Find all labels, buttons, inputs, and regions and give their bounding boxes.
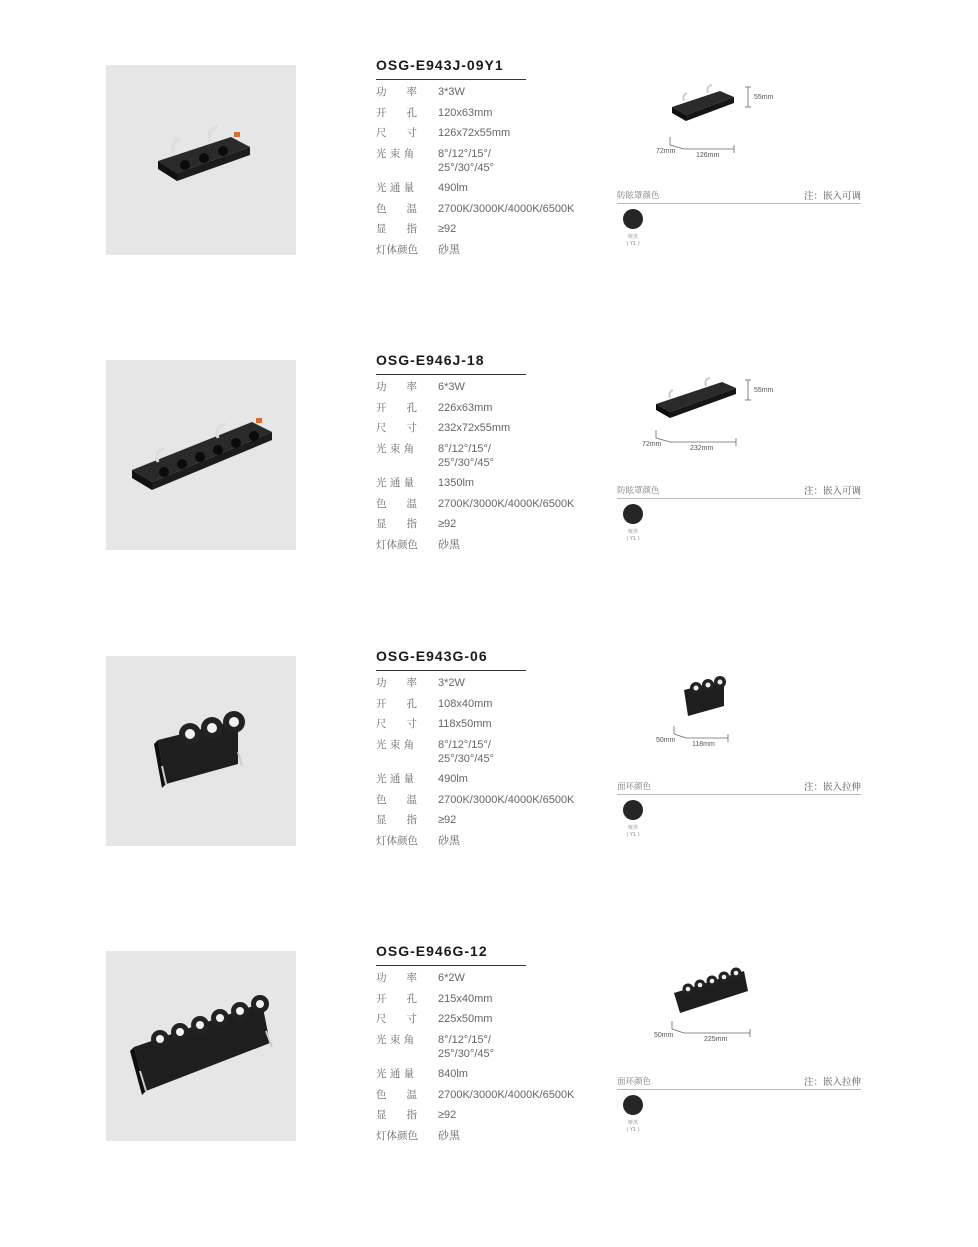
spec-label: 灯体颜色 [376,538,418,551]
spec-label: 功 率 [376,381,418,393]
spec-value-line1: 8°/12°/15°/ [438,442,491,455]
spec-label: 显 指 [376,223,418,235]
dimension-drawing-icon [620,951,860,1061]
spec-list [376,85,596,263]
dim-height: 55mm [754,94,774,101]
spec-cutout [376,401,596,415]
finish-header [617,484,861,499]
product-card [0,352,978,656]
spec-value: 840lm [438,1068,468,1080]
spec-value: 490lm [438,182,468,194]
spec-value-line1: 8°/12°/15°/ [438,1033,491,1046]
spec-beam-angle [376,442,596,470]
spec-value: 126x72x55mm [438,127,511,139]
install-note: 注：嵌入可调 [803,486,861,497]
spec-size [376,126,596,140]
finish-label: 防眩罩颜色 [617,191,660,201]
spec-lumen [376,181,596,195]
trimless-grille-light-icon [106,360,296,550]
spec-label: 开 孔 [376,697,418,710]
spec-cri [376,1108,596,1122]
spec-label: 功 率 [376,677,418,689]
dim-length: 232mm [690,445,714,452]
spec-value: 2700K/3000K/4000K/6500K [438,497,575,510]
spec-body-color [376,243,596,257]
spec-value: 2700K/3000K/4000K/6500K [438,202,575,215]
product-card [0,57,978,361]
swatch-name: 哑黑 [627,529,638,535]
finish-header [617,1075,861,1090]
spec-label: 尺 寸 [376,1013,418,1025]
product-photo [106,360,296,550]
spec-label: 光 通 量 [376,477,415,489]
spec-label: 光 束 角 [376,442,415,455]
spec-label: 色 温 [376,793,418,806]
spec-value: ≥92 [438,223,457,235]
dim-length: 126mm [696,152,720,159]
dimension-drawing-icon [620,360,860,470]
dim-length: 118mm [692,741,715,748]
spec-value [438,738,494,766]
spec-value: 120x63mm [438,106,493,119]
model-number: OSG-E943J-09Y1 [376,57,526,80]
finish-label: 防眩罩颜色 [617,486,660,496]
spec-value: 118x50mm [438,718,492,730]
spec-beam-angle [376,738,596,766]
spec-label: 功 率 [376,86,418,98]
swatch-code: ( Y1 ) [626,1127,640,1133]
model-number: OSG-E943G-06 [376,648,526,671]
spec-power [376,971,596,985]
spec-size [376,717,596,731]
spec-list [376,971,596,1149]
spec-body-color [376,538,596,552]
spec-value [438,442,494,470]
spec-value: 108x40mm [438,697,493,710]
spec-lumen [376,772,596,786]
swatch-code: ( Y1 ) [626,832,640,838]
finish-header [617,189,861,204]
product-card [0,943,978,1247]
dimension-drawing-icon [620,65,860,175]
spec-body-color [376,834,596,848]
dim-width: 50mm [656,737,676,744]
spec-value: 1350lm [438,477,475,489]
spec-label: 光 通 量 [376,773,415,785]
spec-value: 215x40mm [438,992,493,1005]
install-note: 注：嵌入可调 [803,191,861,202]
product-photo [106,951,296,1141]
spec-label: 尺 寸 [376,422,418,434]
spec-value [438,147,494,175]
spec-label: 尺 寸 [376,127,418,139]
spec-size [376,1012,596,1026]
telescopic-spotlight-icon [106,656,296,846]
spec-value: 2700K/3000K/4000K/6500K [438,1088,575,1101]
spec-cutout [376,992,596,1006]
spec-power [376,676,596,690]
spec-value: 6*2W [438,972,465,984]
spec-value-line1: 8°/12°/15°/ [438,738,491,751]
spec-label: 光 通 量 [376,182,415,194]
product-photo [106,656,296,846]
spec-list [376,380,596,558]
color-swatch [623,1095,643,1115]
spec-value: 砂黑 [438,834,460,847]
spec-cct [376,497,596,511]
spec-value: ≥92 [438,814,457,826]
spec-cct [376,202,596,216]
spec-value: ≥92 [438,518,457,530]
spec-value [438,1033,494,1061]
finish-label: 面环颜色 [617,1077,652,1087]
spec-label: 开 孔 [376,106,418,119]
spec-value: 6*3W [438,381,465,393]
spec-value-line2: 25°/30°/45° [438,456,495,469]
finish-label: 面环颜色 [617,782,652,792]
spec-list [376,676,596,854]
install-note: 注：嵌入拉伸 [803,782,861,793]
spec-value: 226x63mm [438,401,493,414]
spec-lumen [376,476,596,490]
spec-body-color [376,1129,596,1143]
spec-cri [376,222,596,236]
model-number: OSG-E946G-12 [376,943,526,966]
spec-label: 光 束 角 [376,738,415,751]
dim-width: 50mm [654,1032,674,1039]
color-swatch [623,209,643,229]
model-number: OSG-E946J-18 [376,352,526,375]
dim-width: 72mm [656,148,676,155]
spec-label: 显 指 [376,814,418,826]
finish-header [617,780,861,795]
spec-label: 光 束 角 [376,1033,415,1046]
spec-size [376,421,596,435]
spec-lumen [376,1067,596,1081]
color-swatch [623,800,643,820]
spec-value: ≥92 [438,1109,457,1121]
spec-value-line1: 8°/12°/15°/ [438,147,491,160]
spec-value: 490lm [438,773,468,785]
spec-value: 3*2W [438,677,465,689]
spec-power [376,85,596,99]
spec-value-line2: 25°/30°/45° [438,752,495,765]
dim-height: 55mm [754,387,774,394]
swatch-name: 哑黑 [627,1120,638,1126]
spec-value: 225x50mm [438,1013,493,1025]
spec-cri [376,517,596,531]
swatch-name: 哑黑 [627,234,638,240]
spec-label: 显 指 [376,518,418,530]
spec-label: 色 温 [376,497,418,510]
spec-label: 功 率 [376,972,418,984]
spec-cutout [376,106,596,120]
swatch-code: ( Y1 ) [626,536,640,542]
install-note: 注：嵌入拉伸 [803,1077,861,1088]
swatch-name: 哑黑 [627,825,638,831]
spec-value: 2700K/3000K/4000K/6500K [438,793,575,806]
spec-label: 色 温 [376,1088,418,1101]
spec-value: 232x72x55mm [438,422,511,434]
spec-label: 开 孔 [376,401,418,414]
spec-beam-angle [376,1033,596,1061]
spec-power [376,380,596,394]
spec-cutout [376,697,596,711]
spec-label: 显 指 [376,1109,418,1121]
color-swatch [623,504,643,524]
product-card [0,648,978,952]
spec-label: 尺 寸 [376,718,418,730]
dimension-drawing-icon [620,656,860,766]
product-photo [106,65,296,255]
spec-value-line2: 25°/30°/45° [438,161,495,174]
spec-label: 灯体颜色 [376,243,418,256]
spec-cct [376,793,596,807]
spec-value: 砂黑 [438,243,460,256]
dim-width: 72mm [642,441,662,448]
spec-cri [376,813,596,827]
spec-label: 灯体颜色 [376,834,418,847]
spec-label: 开 孔 [376,992,418,1005]
spec-value: 砂黑 [438,538,460,551]
spec-value: 砂黑 [438,1129,460,1142]
dim-length: 225mm [704,1036,728,1043]
spec-beam-angle [376,147,596,175]
swatch-code: ( Y1 ) [626,241,640,247]
spec-label: 光 束 角 [376,147,415,160]
spec-cct [376,1088,596,1102]
spec-label: 色 温 [376,202,418,215]
spec-value-line2: 25°/30°/45° [438,1047,495,1060]
spec-label: 光 通 量 [376,1068,415,1080]
spec-value: 3*3W [438,86,465,98]
spec-label: 灯体颜色 [376,1129,418,1142]
trimless-grille-light-icon [106,65,296,255]
telescopic-spotlight-icon [106,951,296,1141]
